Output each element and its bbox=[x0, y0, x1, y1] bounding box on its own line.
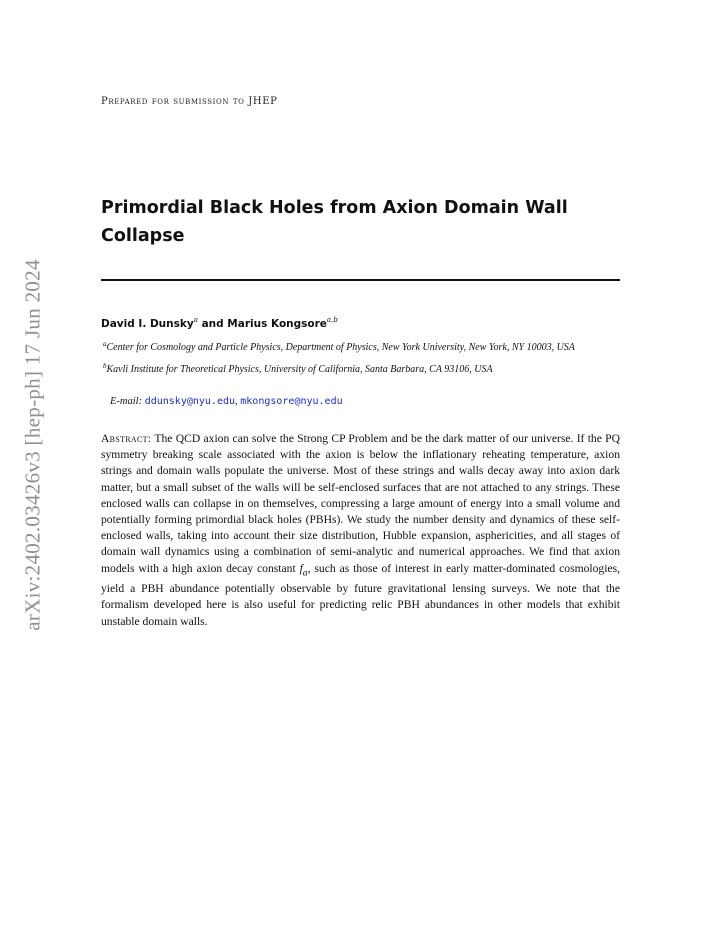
arxiv-identifier-stamp: arXiv:2402.03426v3 [hep-ph] 17 Jun 2024 bbox=[20, 259, 45, 631]
email-link[interactable]: mkongsore@nyu.edu bbox=[240, 396, 343, 407]
author-name: Marius Kongsore bbox=[227, 318, 327, 330]
abstract-text: The QCD axion can solve the Strong CP Problem and be the dark matter of our universe. If the PQ symmetry breaking scale associated with the axion is below the inflationary reheating temperature, axion strings and domain walls populate the universe. Most of these strings and walls decay away into axion dark matter, but a small subset of the walls will be self-enclosed surfaces that are not attached to any strings. These enclosed walls can collapse in on themselves, compressing a large amount of energy into a small volume and potentially forming primordial black holes (PBHs). We study the number density and dynamics of these self-enclosed walls, taking into account their size distribution, Hubble expansion, asphericities, and all stages of domain wall dynamics using a combination of semi-analytic and numerical approaches. We find that axion models with a high axion decay constant bbox=[101, 432, 620, 575]
abstract-text: , such as those of interest in early matter-dominated cosmologies, yield a PBH abundance potentially observable by future gravitational lensing surveys. We note that the formalism developed here is also useful for predicting relic PBH abundances in other models that exhibit unstable domain walls. bbox=[101, 561, 620, 628]
affiliation-list bbox=[101, 337, 621, 381]
abstract-heading: Abstract: bbox=[101, 432, 152, 445]
email-label: E-mail: bbox=[110, 396, 143, 407]
affiliation-text: Kavli Institute for Theoretical Physics, University of California, Santa Barbara, CA 93106, USA bbox=[106, 364, 493, 375]
email-separator: , bbox=[235, 396, 238, 407]
author-list bbox=[101, 316, 338, 330]
journal-note: Prepared for submission to JHEP bbox=[101, 96, 278, 107]
title-rule bbox=[101, 279, 620, 281]
affiliation bbox=[101, 337, 621, 355]
author-affiliation-mark: a bbox=[193, 316, 198, 324]
affiliation bbox=[101, 359, 621, 377]
affiliation-mark: b bbox=[103, 362, 107, 370]
affiliation-text: Center for Cosmology and Particle Physics, Department of Physics, New York University, New York, NY 10003, USA bbox=[106, 342, 575, 353]
author-conjunction: and bbox=[201, 318, 224, 330]
author-name: David I. Dunsky bbox=[101, 318, 194, 330]
math-symbol: $f_a$ bbox=[299, 561, 308, 578]
affiliation-mark: a bbox=[103, 340, 107, 348]
paper-title: Primordial Black Holes from Axion Domain Wall Collapse bbox=[101, 198, 568, 246]
abstract bbox=[101, 431, 620, 630]
email-link[interactable]: ddunsky@nyu.edu bbox=[144, 396, 236, 407]
email-line bbox=[110, 396, 343, 407]
author-affiliation-mark: a,b bbox=[326, 316, 338, 324]
